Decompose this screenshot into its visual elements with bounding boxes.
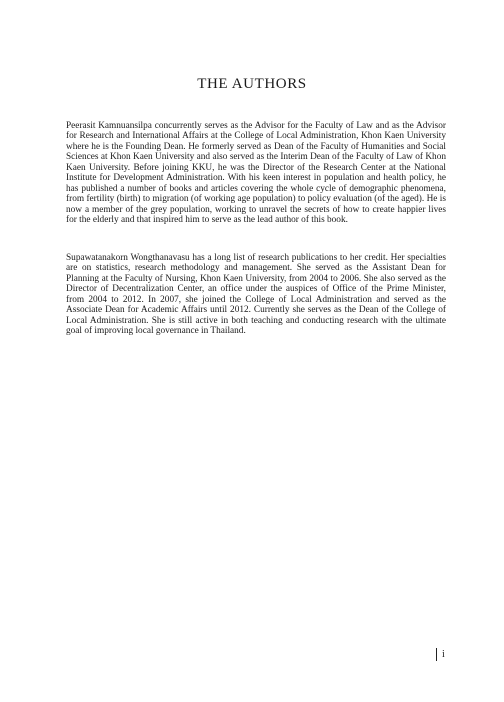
page-number: i (436, 648, 445, 661)
author-bio-paragraph: Supawatanakorn Wongthanavasu has a long list of research publications to her credit. Her specialties are on statistics, research methodology and management. She served as the Assistant Dean for Planning at the Faculty of Nursing, Khon Kaen University, from 2004 to 2006. She also served as the Director of Decentralization Center, an office under the auspices of Office of the Prime Minister, from 2004 to 2012. In 2007, she joined the College of Local Administration and served as the Associate Dean for Academic Affairs until 2012. Currently she serves as the Dean of the College of Local Administration. She is still active in both teaching and conducting research with the ultimate goal of improving local governance in Thailand. (66, 253, 446, 337)
author-bio-paragraph: Peerasit Kamnuansilpa concurrently serves as the Advisor for the Faculty of Law and as the Advisor for Research and International Affairs at the College of Local Administration, Khon Kaen University where he is the Founding Dean. He formerly served as Dean of the Faculty of Humanities and Social Sciences at Khon Kaen University and also served as the Interim Dean of the Faculty of Law of Khon Kaen University. Before joining KKU, he was the Director of the Research Center at the National Institute for Development Administration. With his keen interest in population and health policy, he has published a number of books and articles covering the whole cycle of demographic phenomena, from fertility (birth) to migration (of working age population) to policy evaluation (of the aged). He is now a member of the grey population, working to unravel the secrets of how to create happier lives for the elderly and that inspired him to serve as the lead author of this book. (66, 121, 446, 226)
page-title: THE AUTHORS (197, 76, 307, 92)
